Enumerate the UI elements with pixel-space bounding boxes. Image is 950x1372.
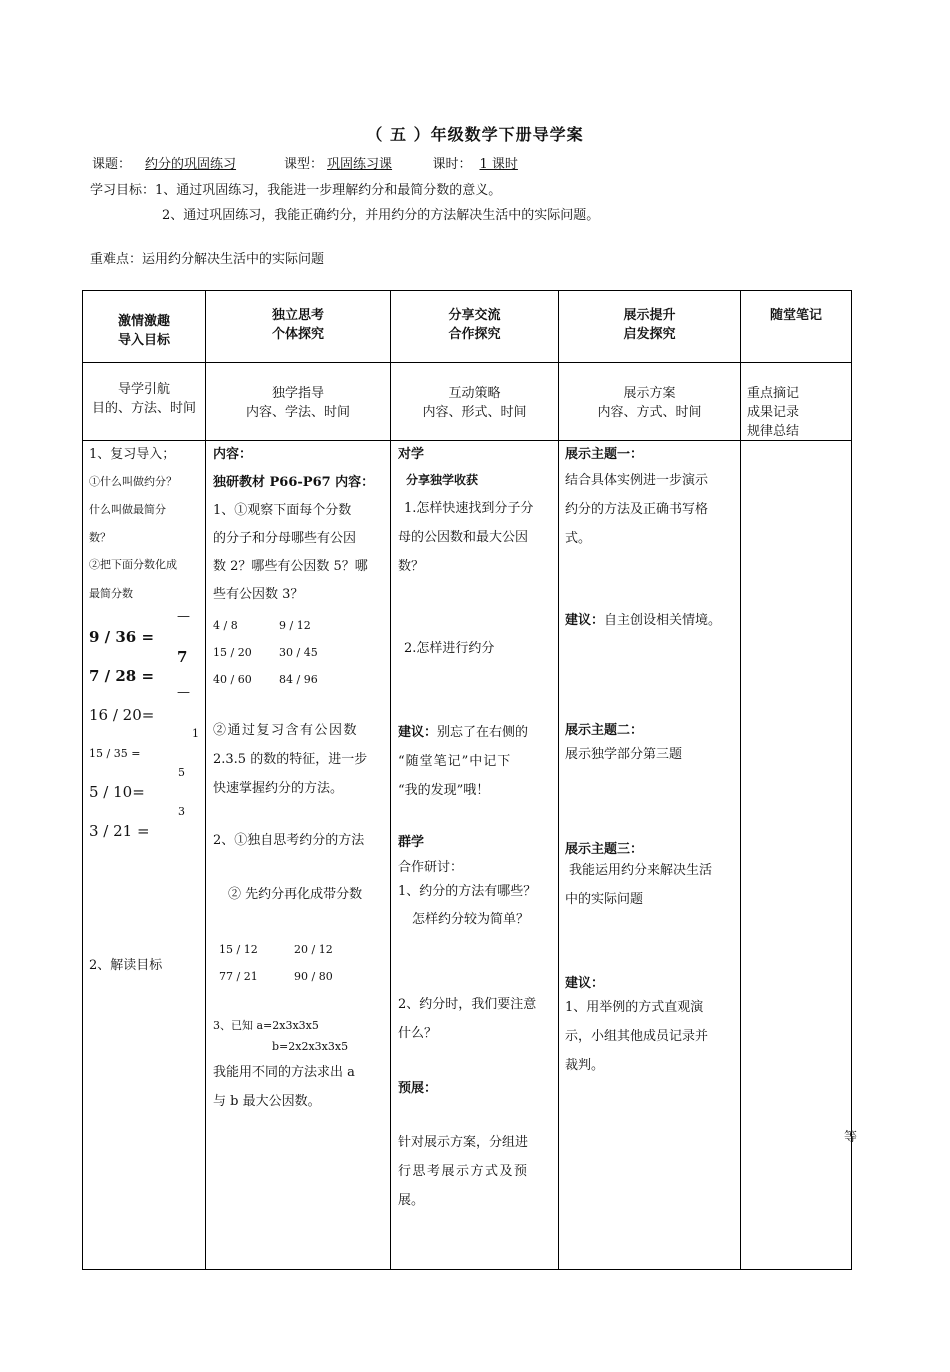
stray-mark: 5 [178,766,185,779]
subheader-col-1 [83,380,205,418]
fraction-item: 3 / 21 = [89,822,150,840]
qunxue-label: 群学 [398,835,425,850]
content-label: 内容： [213,447,253,462]
text-line: 裁判。 [565,1058,605,1073]
fraction-item: 30 / 45 [279,646,318,659]
type-label: 课型： [284,157,324,172]
subheader-col-4 [559,384,740,422]
stray-mark: 1 [192,727,199,740]
goal-heading: 2、解读目标 [89,958,163,973]
advice-label: 建议： [565,613,605,628]
topic-label: 课题： [92,157,132,172]
advice-line [565,609,721,628]
stray-mark: — [177,685,190,700]
question-text: 什么叫做最简分 [89,503,166,516]
objective-text: 1、通过巩固练习，我能进一步理解约分和最简分数的意义。 [155,183,502,198]
fraction-item: 15 / 35 = [89,747,141,760]
fraction-item: 4 / 8 [213,619,238,632]
theme-1-label: 展示主题一： [565,447,644,462]
fraction-item: 90 / 80 [294,970,333,983]
text-line: 我能用不同的方法求出 a [213,1065,355,1080]
header-col-2 [206,306,390,344]
meta-row [92,153,540,172]
text-line: 数？ [398,559,425,574]
header-line: 随堂笔记 [769,308,822,323]
text-line: 2.3.5 的数的特征，进一步 [213,752,368,767]
text-line: 2、约分时，我们要注意 [398,997,537,1012]
text-line: “我的发现”哦！ [398,783,490,798]
objective-1 [90,179,501,198]
text-line: 快速掌握约分的方法。 [213,781,344,796]
fraction-grid [219,936,333,990]
text-line: 与 b 最大公因数。 [213,1094,321,1109]
header-line: 分享交流 [448,308,501,323]
fraction-item: 84 / 96 [279,673,318,686]
exercise-3c [213,1058,355,1116]
theme-2-label: 展示主题二： [565,723,644,738]
table-border-top [82,290,852,291]
theme-3-text [565,856,712,914]
subheader-line: 内容、形式、时间 [422,405,527,420]
header-line: 展示提升 [623,308,676,323]
type-value: 巩固练习课 [327,157,393,172]
question-block [398,494,533,581]
table-col-divider [558,290,559,1270]
header-col-4 [559,306,740,344]
objective-2: 2、通过巩固练习，我能正确约分，并用约分的方法解决生活中的实际问题。 [162,208,600,223]
review-paragraph [213,716,367,803]
header-col-1 [83,312,205,350]
table-col-divider [851,290,852,1270]
fraction-row [213,612,318,639]
subheader-line: 展示方案 [623,386,676,401]
topic-value: 约分的巩固练习 [145,157,237,172]
page-title: （ 五 ）年级数学下册导学案 [366,125,584,144]
text-line: 母的公因数和最大公因 [398,530,529,545]
fraction-row [219,936,333,963]
study-label: 独研教材 P66-P67 内容： [213,475,375,490]
key-points: 重难点：运用约分解决生活中的实际问题 [90,252,325,267]
theme-1-text [565,466,708,553]
text-line: 什么？ [398,1026,438,1041]
header-line: 启发探究 [623,327,676,342]
text-line: 行思考展示方式及预 [398,1164,529,1179]
subheader-line: 导学引航 [117,382,170,397]
fraction-item: 15 / 20 [213,646,252,659]
subheader-col-2 [206,384,390,422]
text-line: 针对展示方案，分组进 [398,1135,529,1150]
text-line: 1、用举例的方式直观演 [565,1000,704,1015]
text-line: 中的实际问题 [565,892,644,907]
table-border-bottom [82,1269,852,1270]
exercise-paragraph [213,497,368,609]
fraction-item: 9 / 36 = [89,628,155,646]
hours-label: 课时： [432,157,472,172]
preview-block [398,1128,529,1215]
hours-value: 1 课时 [479,157,518,172]
review-heading: 1、复习导入； [89,447,176,462]
text-line: 式。 [565,531,592,546]
duixue-label: 对学 [398,447,425,462]
discuss-item-2 [398,990,536,1048]
question-text: 数？ [89,531,111,544]
fraction-row [213,639,318,666]
fraction-item: 9 / 12 [279,619,311,632]
fraction-item: 16 / 20= [89,706,155,724]
table-row-divider [82,440,852,441]
question-text: ①什么叫做约分？ [89,475,177,488]
theme-2-text: 展示独学部分第三题 [565,747,683,762]
exercise-2b: ② 先约分再化成带分数 [228,887,363,902]
table-col-divider [205,290,206,1270]
advice-2-text [565,993,708,1080]
table-row-divider [82,362,852,363]
table-col-divider [740,290,741,1270]
text-line: 示，小组其他成员记录并 [565,1029,709,1044]
share-label: 分享独学收获 [406,473,479,487]
header-line: 合作探究 [448,327,501,342]
discuss-item-1 [398,878,536,934]
stray-mark: 7 [177,648,188,666]
text-line: 1.怎样快速找到分子分 [404,501,534,516]
exercise-3: 3、已知 a=2x3x3x5 [213,1019,319,1032]
text-line: 1、①观察下面每个分数 [213,503,352,518]
subheader-line: 目的、方法、时间 [91,401,196,416]
subheader-line: 互动策略 [448,386,501,401]
advice-label: 建议： [398,725,438,740]
header-line: 激情激趣 [117,314,170,329]
text-line: 展。 [398,1193,425,1208]
text-line: 结合具体实例进一步演示 [565,473,709,488]
text-line: ②通过复习含有公因数 [213,723,359,738]
text-line: 怎样约分较为简单？ [412,912,530,927]
objectives-label: 学习目标： [90,183,156,198]
table-col-divider [390,290,391,1270]
advice-2-label: 建议： [565,976,605,991]
header-line: 个体探究 [271,327,324,342]
fraction-item: 15 / 12 [219,943,258,956]
fraction-grid [213,612,318,693]
advice-text: 自主创设相关情境。 [604,613,722,628]
fraction-item: 20 / 12 [294,943,333,956]
text-line: 我能运用约分来解决生活 [569,863,713,878]
fraction-item: 77 / 21 [219,970,258,983]
text-line: 数 2？哪些有公因数 5？哪 [213,559,368,574]
header-col-5 [741,306,851,325]
exercise-2: 2、①独自思考约分的方法 [213,833,365,848]
stray-mark: — [177,609,190,624]
subheader-line: 内容、方式、时间 [597,405,702,420]
stray-char: 等 [844,1130,858,1145]
advice-block [398,718,528,805]
question-text: ②把下面分数化成 [89,558,177,571]
question-text: 最简分数 [89,587,133,600]
subheader-col-3 [391,384,558,422]
fraction-item: 40 / 60 [213,673,252,686]
fraction-item: 7 / 28 = [89,667,155,685]
question-2: 2.怎样进行约分 [404,641,495,656]
subheader-line: 成果记录 [747,405,800,420]
text-line: “随堂笔记”中记下 [398,754,512,769]
subheader-col-5 [747,384,799,441]
subheader-line: 内容、学法、时间 [245,405,350,420]
fraction-item: 5 / 10= [89,783,145,801]
header-line: 导入目标 [117,333,170,348]
text-line: 别忘了在右侧的 [437,725,529,740]
text-line: 些有公因数 3？ [213,587,304,602]
header-col-3 [391,306,558,344]
table-col-divider [82,290,83,1270]
discuss-label: 合作研讨： [398,860,464,875]
text-line: 约分的方法及正确书写格 [565,502,709,517]
theme-3-label: 展示主题三： [565,842,644,857]
fraction-row [219,963,333,990]
preview-label: 预展： [398,1081,438,1096]
stray-mark: 3 [178,805,185,818]
text-line: 的分子和分母哪些有公因 [213,531,357,546]
subheader-line: 独学指导 [271,386,324,401]
exercise-3b: b=2x2x3x3x5 [272,1040,349,1053]
subheader-line: 规律总结 [747,424,800,439]
subheader-line: 重点摘记 [747,386,800,401]
fraction-row [213,666,318,693]
text-line: 1、约分的方法有哪些？ [398,884,537,899]
header-line: 独立思考 [271,308,324,323]
